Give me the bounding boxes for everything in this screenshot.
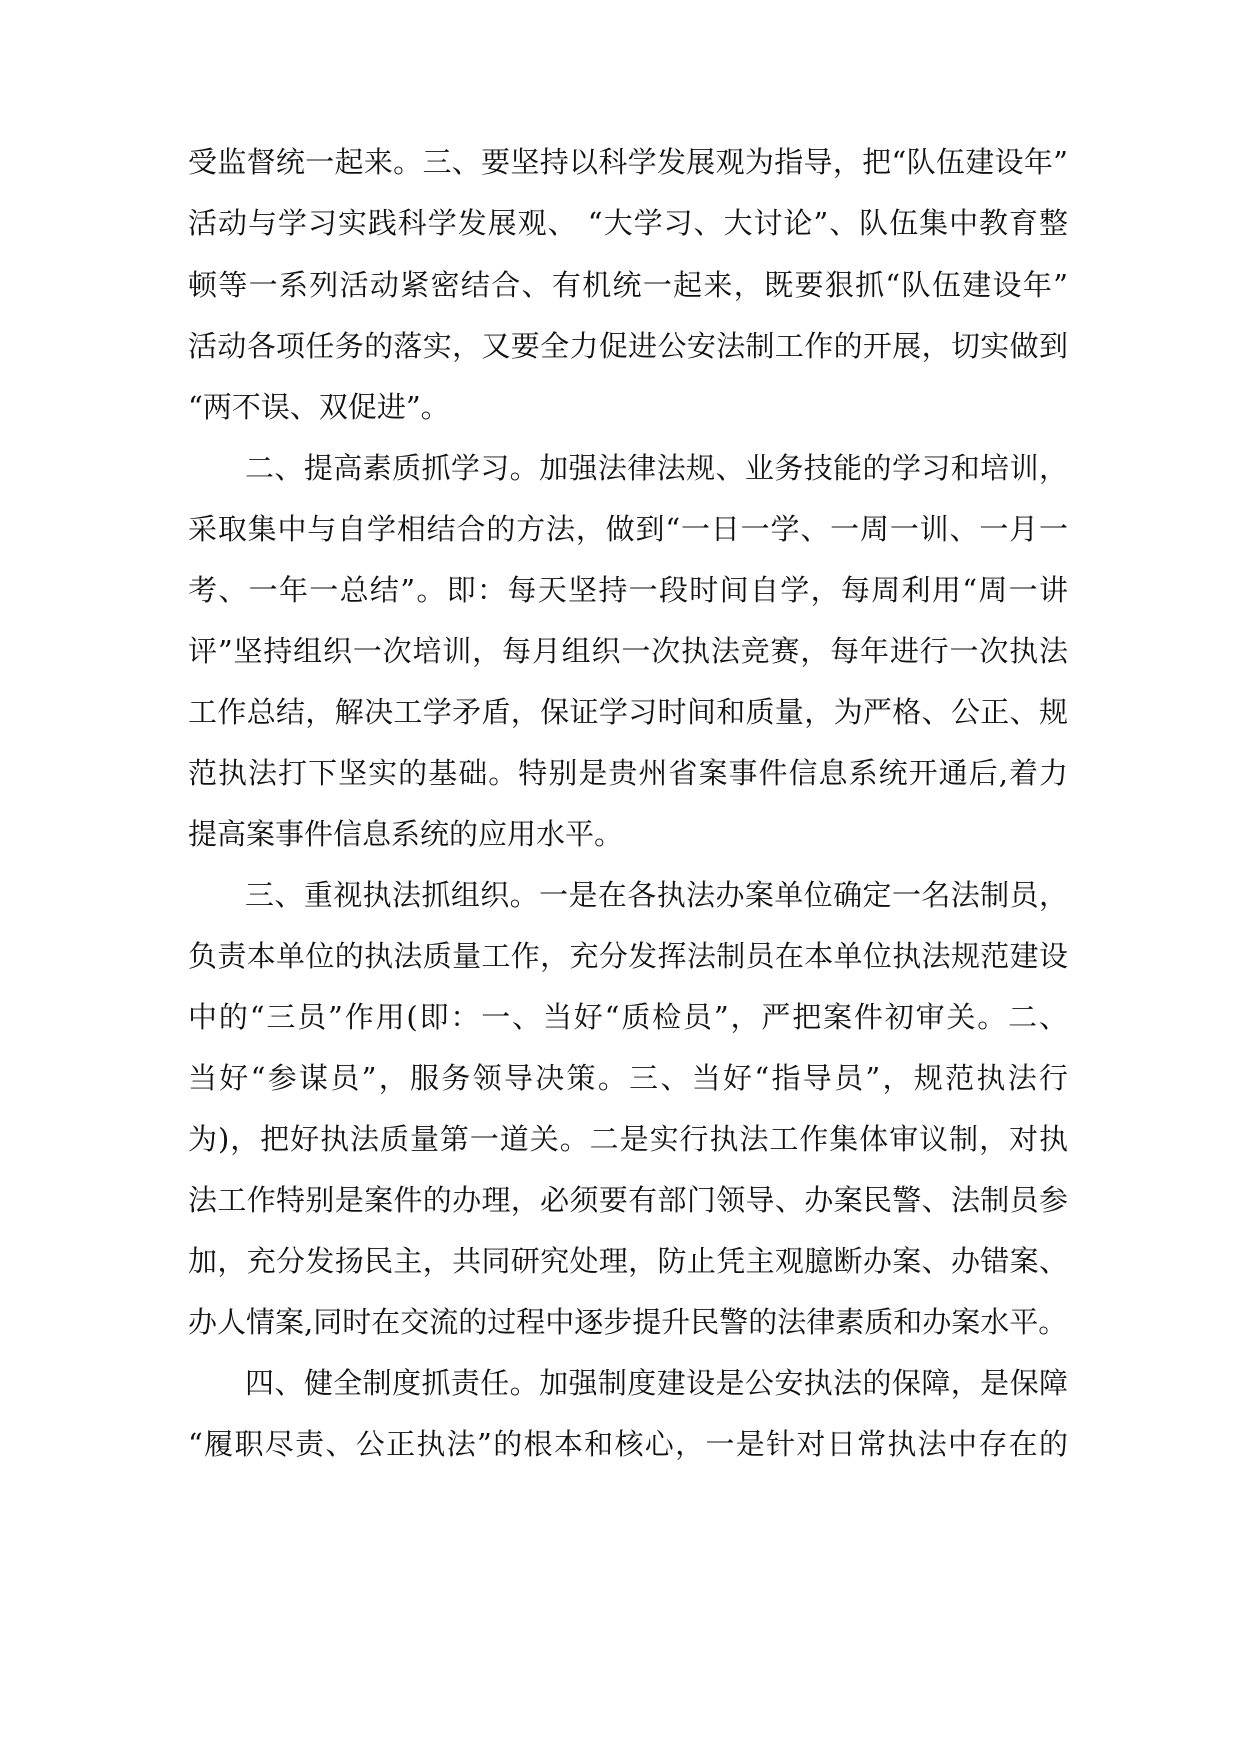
body-text-line: 范执法打下坚实的基础。特别是贵州省案事件信息系统开通后,着力 — [188, 756, 1068, 790]
body-text-line: 活动各项任务的落实，又要全力促进公安法制工作的开展，切实做到 — [188, 329, 1068, 363]
body-text-line: 考、一年一总结”。即：每天坚持一段时间自学，每周利用“周一讲 — [188, 573, 1068, 607]
body-text-line: 顿等一系列活动紧密结合、有机统一起来，既要狠抓“队伍建设年” — [188, 268, 1068, 302]
body-text-line: 采取集中与自学相结合的方法，做到“一日一学、一周一训、一月一 — [188, 512, 1068, 546]
body-text-line: 负责本单位的执法质量工作，充分发挥法制员在本单位执法规范建设 — [188, 939, 1068, 973]
paragraph-heading-line: 四、健全制度抓责任。加强制度建设是公安执法的保障，是保障 — [245, 1366, 1068, 1400]
paragraph-heading-line: 二、提高素质抓学习。加强法律法规、业务技能的学习和培训， — [245, 451, 1068, 485]
body-text-line: 为)，把好执法质量第一道关。二是实行执法工作集体审议制，对执 — [188, 1122, 1068, 1156]
paragraph-heading-line: 三、重视执法抓组织。一是在各执法办案单位确定一名法制员， — [245, 878, 1068, 912]
body-text-line: 加，充分发扬民主，共同研究处理，防止凭主观臆断办案、办错案、 — [188, 1244, 1068, 1278]
body-text-line: “履职尽责、公正执法”的根本和核心，一是针对日常执法中存在的 — [188, 1427, 1068, 1461]
body-text-line: 提高案事件信息系统的应用水平。 — [188, 817, 624, 851]
body-text-line: 活动与学习实践科学发展观、 “大学习、大讨论”、队伍集中教育整 — [188, 206, 1068, 240]
body-text-line: “两不误、双促进”。 — [188, 390, 450, 424]
body-text-line: 受监督统一起来。三、要坚持以科学发展观为指导，把“队伍建设年” — [188, 145, 1068, 179]
body-text-line: 当好“参谋员”，服务领导决策。三、当好“指导员”，规范执法行 — [188, 1061, 1068, 1095]
body-text-line: 评”坚持组织一次培训，每月组织一次执法竞赛，每年进行一次执法 — [188, 634, 1068, 668]
body-text-line: 工作总结，解决工学矛盾，保证学习时间和质量，为严格、公正、规 — [188, 695, 1068, 729]
body-text-line: 法工作特别是案件的办理，必须要有部门领导、办案民警、法制员参 — [188, 1183, 1068, 1217]
body-text-line: 办人情案,同时在交流的过程中逐步提升民警的法律素质和办案水平。 — [188, 1305, 1068, 1339]
body-text-line: 中的“三员”作用(即：一、当好“质检员”，严把案件初审关。二、 — [188, 1000, 1068, 1034]
